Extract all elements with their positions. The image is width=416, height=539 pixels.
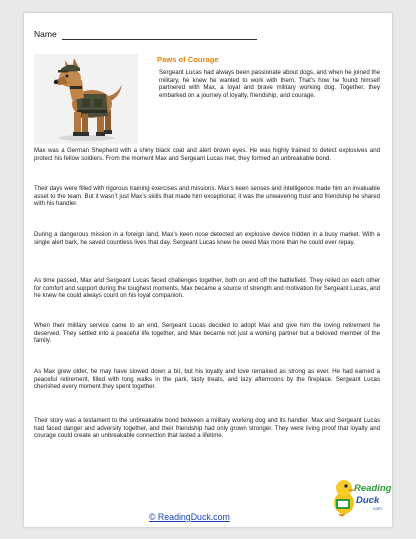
logo-text-reading: Reading [354, 483, 392, 494]
name-label: Name [34, 29, 57, 39]
logo-text-duck: Duck [356, 495, 380, 506]
logo-text-com: .com [372, 506, 382, 511]
story-paragraph: Sergeant Lucas had always been passionate about dogs, and when he joined the military, he knew he wanted to work with them. That’s how he found himself partnered with Max, a loyal and brave military working dog. Together, they embarked on a journey of loyalty, friendship, and courage. [159, 69, 380, 99]
worksheet-page [24, 13, 392, 527]
story-paragraph: Max was a German Shepherd with a shiny black coat and alert brown eyes. He was highly trained to detect explosives and protect his fellow soldiers. From the moment Max and Sergeant Lucas met, they formed an unbreakable bond. [34, 147, 380, 162]
story-paragraph: During a dangerous mission in a foreign land, Max’s keen nose detected an explosive device hidden in a busy market. With a single alert bark, he saved countless lives that day. Sergeant Lucas knew he owed Max more than he could ever repay. [34, 231, 380, 246]
readingduck-link[interactable]: © ReadingDuck.com [149, 512, 230, 522]
story-paragraph: As time passed, Max and Sergeant Lucas faced challenges together, both on and off the battlefield. They relied on each other for comfort and support during the toughest moments. Max became a source of strength and motivation for Sergeant Lucas, and he knew he could always count on his loyal companion. [34, 277, 380, 299]
military-dog-illustration [34, 54, 138, 144]
story-title: Paws of Courage [157, 55, 219, 64]
name-blank-line[interactable] [62, 39, 257, 40]
story-paragraph: Their story was a testament to the unbreakable bond between a military working dog and its handler. Max and Sergeant Lucas had faced danger and adversity together, and their friendship had only grown stronger. They were living proof that loyalty and courage could create an unbreakable connection that lasted a lifetime. [34, 417, 380, 439]
readingduck-logo[interactable] [332, 473, 392, 523]
story-paragraph: When their military service came to an end, Sergeant Lucas decided to adopt Max and give him the loving retirement he deserved. They settled into a peaceful life together, and Max became not just a working partner but a beloved member of the family. [34, 322, 380, 344]
dog-icon [34, 54, 138, 144]
story-paragraph: Their days were filled with rigorous training exercises and missions. Max’s keen senses and intelligence made him an invaluable asset to the team. But it wasn’t just Max’s skills that made him exceptional; it was the unwavering trust and friendship he shared with his handler. [34, 185, 380, 207]
story-paragraph: As Max grew older, he may have slowed down a bit, but his loyalty and love remained as strong as ever. He had earned a peaceful retirement, filled with long walks in the park, tasty treats, and lazy afternoons by the fireplace. Sergeant Lucas cherished every moment they spent together. [34, 368, 380, 390]
